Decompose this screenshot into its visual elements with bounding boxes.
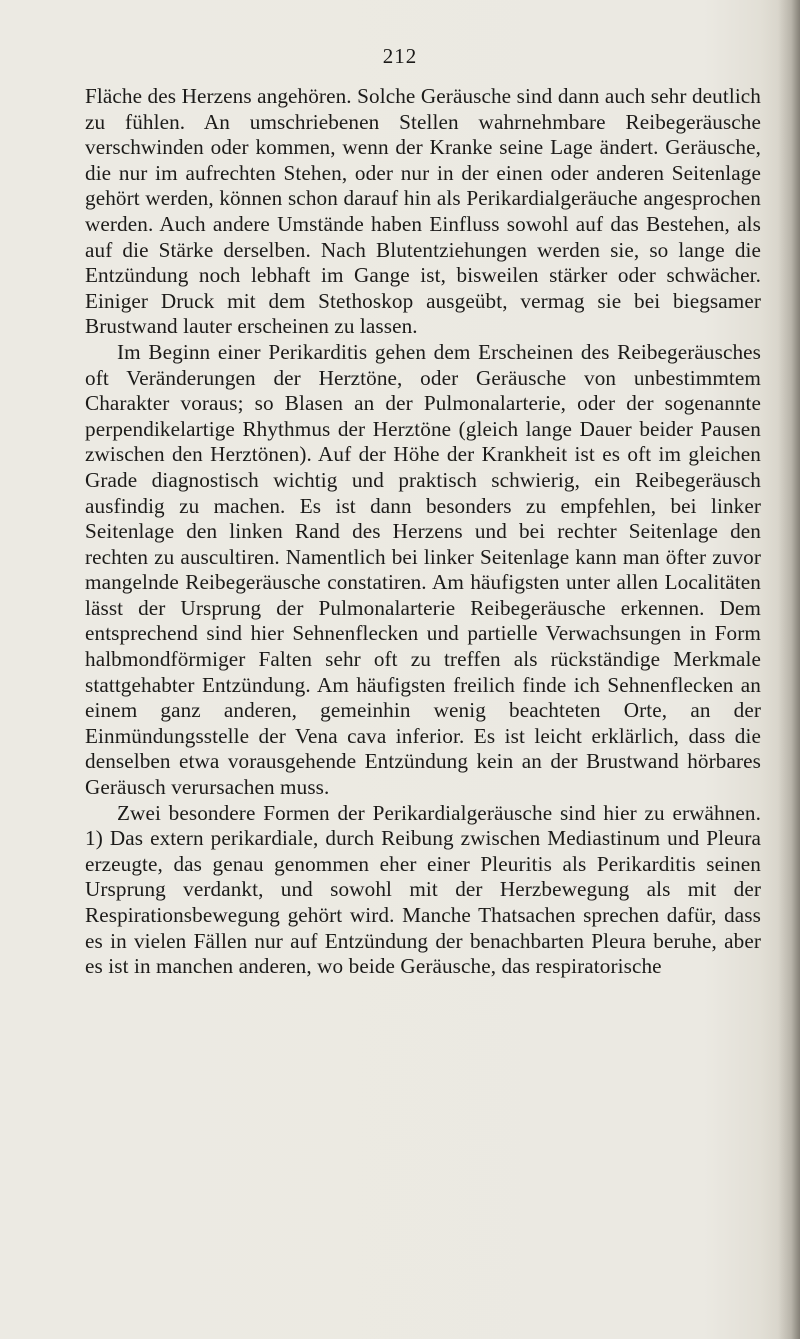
paragraph-2: Im Beginn einer Perikarditis gehen dem Erscheinen des Reibegeräusches oft Veränderungen der Herztöne, oder Geräusche von unbestimmtem Charakter voraus; so Blasen an der Pulmonalarterie, oder der sogenannte perpendikelartige Rhythmus der Herztöne (gleich lange Dauer beider Pausen zwischen den Herztönen). Auf der Höhe der Krankheit ist es oft im gleichen Grade diagnostisch wichtig und praktisch schwierig, ein Reibegeräusch ausfindig zu machen. Es ist dann besonders zu empfehlen, bei linker Seitenlage den linken Rand des Herzens und bei rechter Seitenlage den rechten zu auscultiren. Namentlich bei linker Seitenlage kann man öfter zuvor mangelnde Reibegeräusche constatiren. Am häufigsten unter allen Localitäten lässt der Ursprung der Pulmonalarterie Reibegeräusche erkennen. Dem entsprechend sind hier Sehnenflecken und partielle Verwachsungen in Form halbmondförmiger Falten sehr oft zu treffen als rückständige Merkmale stattgehabter Entzündung. Am häufigsten freilich finde ich Sehnenflecken an einem ganz anderen, gemeinhin wenig beachteten Orte, an der Einmündungsstelle der Vena cava inferior. Es ist leicht erklärlich, dass die denselben etwa vorausgehende Entzündung kein an der Brustwand hörbares Geräusch verursachen muss. xyxy=(85,339,761,800)
paragraph-3: Zwei besondere Formen der Perikardialgeräusche sind hier zu erwähnen. 1) Das extern perikardiale, durch Reibung zwischen Mediastinum und Pleura erzeugte, das genau genommen eher einer Pleuritis als Perikarditis seinen Ursprung verdankt, und sowohl mit der Herzbewegung als mit der Respirationsbewegung gehört wird. Manche Thatsachen sprechen dafür, dass es in vielen Fällen nur auf Entzündung der benachbarten Pleura beruhe, aber es ist in manchen anderen, wo beide Geräusche, das respiratorische xyxy=(85,800,761,979)
body-text xyxy=(85,84,761,980)
page-edge-shadow xyxy=(778,0,800,1339)
paragraph-1: Fläche des Herzens angehören. Solche Geräusche sind dann auch sehr deutlich zu fühlen. An umschriebenen Stellen wahrnehmbare Reibegeräusche verschwinden oder kommen, wenn der Kranke seine Lage ändert. Geräusche, die nur im aufrechten Stehen, oder nur in der einen oder anderen Seitenlage gehört werden, können schon darauf hin als Perikardialgeräuche angesprochen werden. Auch andere Umstände haben Einfluss sowohl auf das Bestehen, als auf die Stärke derselben. Nach Blutentziehungen werden sie, so lange die Entzündung noch lebhaft im Gange ist, bisweilen stärker oder schwächer. Einiger Druck mit dem Stethoskop ausgeübt, vermag sie bei biegsamer Brustwand lauter erscheinen zu lassen. xyxy=(85,84,761,339)
page-number: 212 xyxy=(382,44,418,68)
